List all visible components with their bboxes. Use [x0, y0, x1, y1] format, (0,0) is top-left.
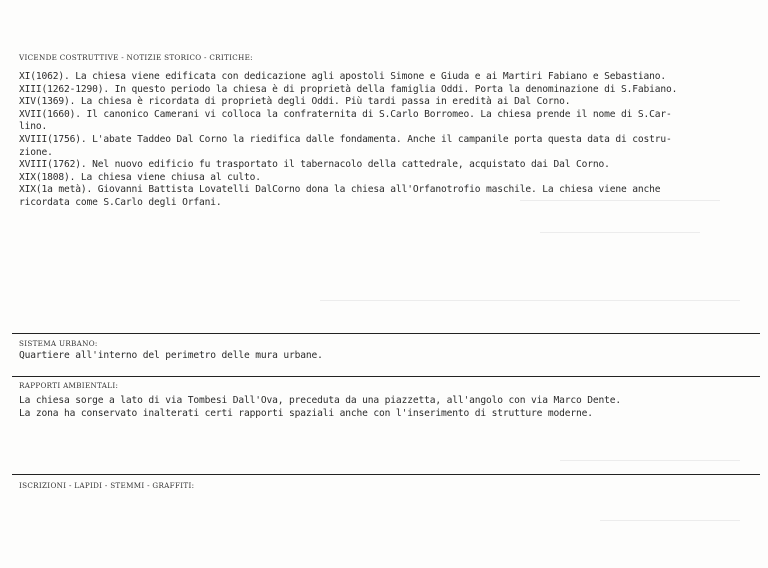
iscrizioni-heading: ISCRIZIONI - LAPIDI - STEMMI - GRAFFITI: [19, 481, 195, 490]
show-through-line [320, 300, 740, 301]
vicende-line: XIV(1369). La chiesa è ricordata di proprietà degli Oddi. Più tardi passa in eredità ai Dal Corno. [19, 96, 571, 108]
vicende-line: lino. [19, 121, 48, 133]
vicende-heading: VICENDE COSTRUTTIVE - NOTIZIE STORICO - CRITICHE: [19, 53, 253, 62]
section-divider [12, 376, 760, 377]
vicende-line: zione. [19, 146, 53, 158]
vicende-line: XIII(1262-1290). In questo periodo la chiesa è di proprietà della famiglia Oddi. Porta la denominazione di S.Fabiano. [19, 83, 678, 95]
vicende-text [19, 71, 677, 210]
section-divider [12, 333, 760, 334]
vicende-line: XVIII(1756). L'abate Taddeo Dal Corno la riedifica dalle fondamenta. Anche il campanile porta questa data di costru- [19, 133, 672, 145]
vicende-line: XIX(1808). La chiesa viene chiusa al culto. [19, 171, 261, 183]
rapporti-line: La zona ha conservato inalterati certi rapporti spaziali anche con l'inserimento di strutture moderne. [19, 407, 593, 419]
sistema-line: Quartiere all'interno del perimetro delle mura urbane. [19, 350, 323, 361]
rapporti-heading: RAPPORTI AMBIENTALI: [19, 381, 119, 390]
show-through-line [540, 232, 700, 233]
sistema-text [19, 350, 323, 363]
vicende-line: XI(1062). La chiesa viene edificata con dedicazione agli apostoli Simone e Giuda e ai Martiri Fabiano e Sebastiano. [19, 71, 666, 82]
show-through-line [560, 460, 740, 461]
show-through-line [600, 520, 740, 521]
vicende-line: ricordata come S.Carlo degli Orfani. [19, 196, 222, 208]
vicende-line: XIX(1a metà). Giovanni Battista Lovatelli DalCorno dona la chiesa all'Orfanotrofio maschile. La chiesa viene anche [19, 184, 661, 196]
vicende-line: XVIII(1762). Nel nuovo edificio fu trasportato il tabernacolo della cattedrale, acquistato dai Dal Corno. [19, 159, 610, 171]
sistema-heading: SISTEMA URBANO: [19, 339, 98, 348]
section-divider [12, 474, 760, 475]
vicende-line: XVII(1660). Il canonico Camerani vi colloca la confraternita di S.Carlo Borromeo. La chiesa prende il nome di S.Car- [19, 108, 672, 120]
rapporti-text [19, 395, 621, 420]
rapporti-line: La chiesa sorge a lato di via Tombesi Dall'Ova, preceduta da una piazzetta, all'angolo con via Marco Dente. [19, 395, 621, 406]
